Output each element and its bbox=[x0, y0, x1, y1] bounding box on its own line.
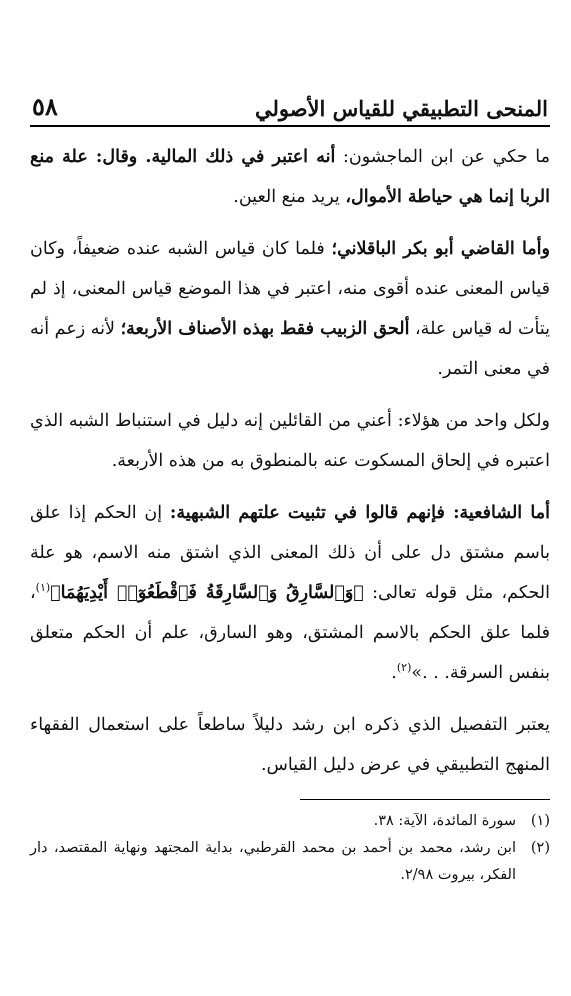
p2-text-d: لأنه زعم أنه في معنى التمر. bbox=[30, 319, 550, 379]
p2-text-c: ألحق الزبيب فقط بهذه الأصناف الأربعة؛ bbox=[120, 319, 410, 339]
p2-text-b: فلما كان قياس الشبه عنده ضعيفاً، وكان قياس المعنى عنده أقوى منه، اعتبر في هذا الموضع قياس المعنى، إذ لم يتأت له قياس علة، bbox=[30, 239, 551, 339]
footnote-1 bbox=[30, 808, 550, 835]
footnote-2-number: (٢) bbox=[530, 840, 550, 856]
quran-verse: ﴿وَٱلسَّارِقُ وَٱلسَّارِقَةُ فَٱقْطَعُوٓا۟ أَيْدِيَهُمَا﴾ bbox=[50, 583, 364, 603]
p1-text-c: يريد منع العين. bbox=[233, 187, 346, 207]
page-header bbox=[30, 92, 550, 127]
p3-text-a: ولكل واحد من هؤلاء: أعني من القائلين إنه دليل في استنباط الشبه الذي اعتبره في إلحاق المسكوت عنه بالمنطوق به من هذه الأربعة. bbox=[30, 411, 550, 471]
p4-text-d: . bbox=[391, 663, 397, 683]
footnote-divider bbox=[300, 799, 550, 800]
footnote-1-text: سورة المائدة، الآية: ٣٨. bbox=[373, 813, 516, 829]
paragraph-2 bbox=[30, 229, 550, 389]
p4-text-c: ، فلما علق الحكم بالاسم المشتق، وهو السارق، علم أن الحكم متعلق بنفس السرقة. . .» bbox=[30, 583, 550, 683]
p1-text-b: أنه اعتبر في ذلك المالية. وقال: علة منع الربا إنما هي حياطة الأموال، bbox=[30, 147, 550, 207]
p4-text-a: أما الشافعية: فإنهم قالوا في تثبيت علتهم الشبهية: bbox=[169, 503, 550, 523]
p1-text-a: ما حكي عن ابن الماجشون: bbox=[335, 147, 550, 167]
book-page bbox=[30, 92, 550, 972]
page-number: ٥٨ bbox=[32, 92, 58, 121]
footnote-2 bbox=[30, 835, 550, 889]
footnote-2-text: ابن رشد، محمد بن أحمد بن محمد القرطبي، بداية المجتهد ونهاية المقتصد، دار الفكر، بيروت ٢/٩٨. bbox=[30, 840, 516, 883]
footnote-ref-1[interactable]: (١) bbox=[35, 581, 51, 595]
footnote-ref-2[interactable]: (٢) bbox=[396, 661, 412, 675]
p2-text-a: وأما القاضي أبو بكر الباقلاني؛ bbox=[331, 239, 550, 259]
paragraph-5 bbox=[30, 705, 550, 785]
paragraph-3 bbox=[30, 401, 550, 481]
paragraph-1 bbox=[30, 137, 550, 217]
p5-text-a: يعتبر التفصيل الذي ذكره ابن رشد دليلاً ساطعاً على استعمال الفقهاء المنهج التطبيقي في عرض دليل القياس. bbox=[30, 715, 550, 775]
running-title: المنحى التطبيقي للقياس الأصولي bbox=[254, 96, 548, 121]
p4-text-b: إن الحكم إذا علق باسم مشتق دل على أن ذلك المعنى الذي اشتق منه الاسم، هو علة الحكم، مثل قوله تعالى: bbox=[30, 503, 550, 603]
footnote-1-number: (١) bbox=[530, 813, 550, 829]
paragraph-4 bbox=[30, 493, 550, 693]
